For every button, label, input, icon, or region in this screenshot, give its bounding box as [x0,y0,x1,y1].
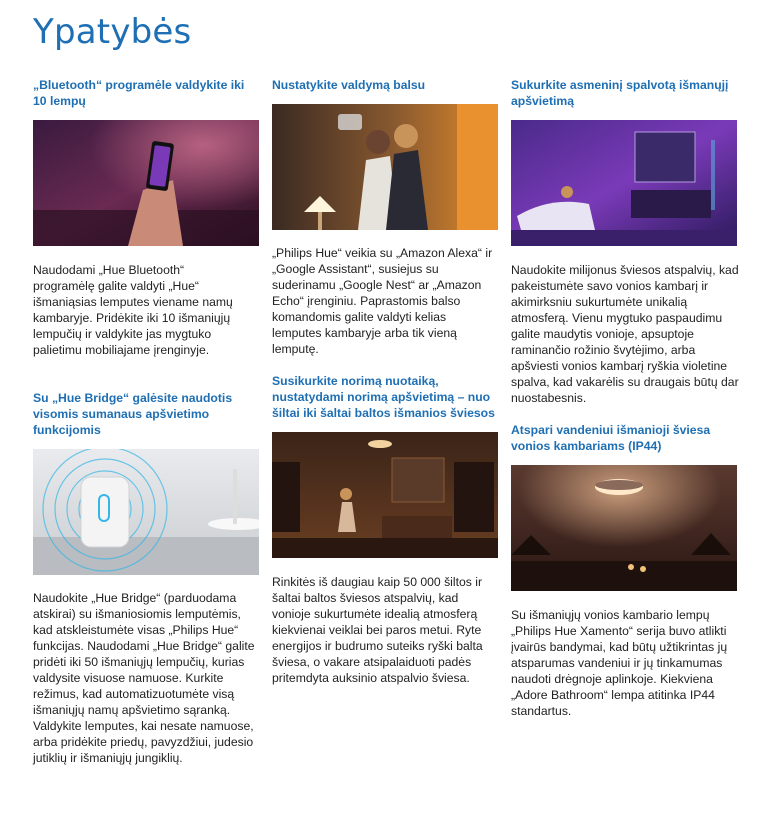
feature-text-voice: „Philips Hue“ veikia su „Amazon Alexa“ ir „Google Assistant“, susiejus su suderinamu „Google Nest“ ar „Amazon Echo“ įrenginiu. Paprastomis balso komandomis galite valdyti kelias lemputes kambaryje arba tik vieną lemputę. [272,246,493,356]
photo-warm-bathroom [272,432,498,558]
feature-column-3-ip44 [511,422,739,454]
feature-heading-mood: Susikurkite norimą nuotaiką, nustatydami norimą apšvietimą – nuo šiltai iki šaltai baltos išmanios šviesos [272,374,495,420]
feature-text-ip44: Su išmaniųjų vonios kambario lempų „Philips Hue Xamento“ serija buvo atlikti įvairūs bandymai, kad būtų užtikrintas jų atsparumas vandeniui ir jų tinkamumas naudoti drėgnoje aplinkoje. Kiekviena „Adore Bathroom“ lempa atitinka IP44 standartus. [511,608,728,718]
photo-ceiling-lamp [511,465,737,591]
feature-column-2 [272,77,500,93]
feature-heading-color: Sukurkite asmeninį spalvotą išmanųjį apšvietimą [511,78,729,108]
feature-column-3-ip44-text [511,607,739,719]
photo-phone-app [33,120,259,246]
feature-column-3-text [511,262,739,406]
feature-column-2-text [272,245,500,357]
feature-column-1-bridge-text [33,590,261,766]
feature-text-bluetooth: Naudodami „Hue Bluetooth“ programėlę galite valdyti „Hue“ išmaniąsias lemputes viename namų kambaryje. Pridėkite iki 10 išmaniųjų lempučių ir valdykite jas mygtuko palietimu mobiliajame įrenginyje. [33,263,233,357]
page-title: Ypatybės [33,12,192,52]
feature-text-color: Naudokite milijonus šviesos atspalvių, kad pakeistumėte savo vonios kambarį ir akimirksniu sukurtumėte unikalią atmosferą. Vienu mygtuko paspaudimu galite maudytis vonioje, apsuptoje raminančio rožinio švytėjimo, arba apšviesti vonios kambarį ryškia violetine spalva, kad vakarėlis su draugais būtų dar nuostabesnis. [511,263,739,405]
feature-text-bridge: Naudokite „Hue Bridge“ (parduodama atskirai) su išmaniosiomis lemputėmis, kad atskleistumėte visas „Philips Hue“ funkcijas. Naudodami „Hue Bridge“ galite pridėti iki 50 išmaniųjų lempučių, kurias valdysite visuose namuose. Kurkite režimus, kad automatizuotumėte visą išmaniųjų namų apšvietimo sąranką. Valdykite lemputes, kai nesate namuose, arba pridėkite priedų, pavyzdžiui, judesio jutiklių ir išmaniųjų jungiklių. [33,591,255,765]
feature-text-mood: Rinkitės iš daugiau kaip 50 000 šiltos ir šaltai baltos šviesos atspalvių, kad vonioje sukurtumėte idealią atmosferą kiekvienai veiklai bei paros metui. Ryte energijos ir budrumo suteiks ryški balta šviesa, o vakare atsipalaiduoti padės pritemdyta auksinio atspalvio šviesa. [272,575,483,685]
feature-column-1-bridge [33,390,261,438]
feature-column-2-mood-text [272,574,500,686]
photo-purple-bathroom [511,120,737,246]
feature-heading-bridge: Su „Hue Bridge“ galėsite naudotis visomis sumanaus apšvietimo funkcijomis [33,391,233,437]
feature-column-1 [33,77,261,109]
feature-column-3 [511,77,739,109]
feature-heading-ip44: Atspari vandeniui išmanioji šviesa vonios kambariams (IP44) [511,423,711,453]
feature-heading-bluetooth: „Bluetooth“ programėle valdykite iki 10 lempų [33,78,245,108]
photo-hue-bridge [33,449,259,575]
feature-column-1-text [33,262,261,358]
feature-heading-voice: Nustatykite valdymą balsu [272,78,426,92]
feature-column-2-mood [272,373,500,421]
photo-voice-control [272,104,498,230]
